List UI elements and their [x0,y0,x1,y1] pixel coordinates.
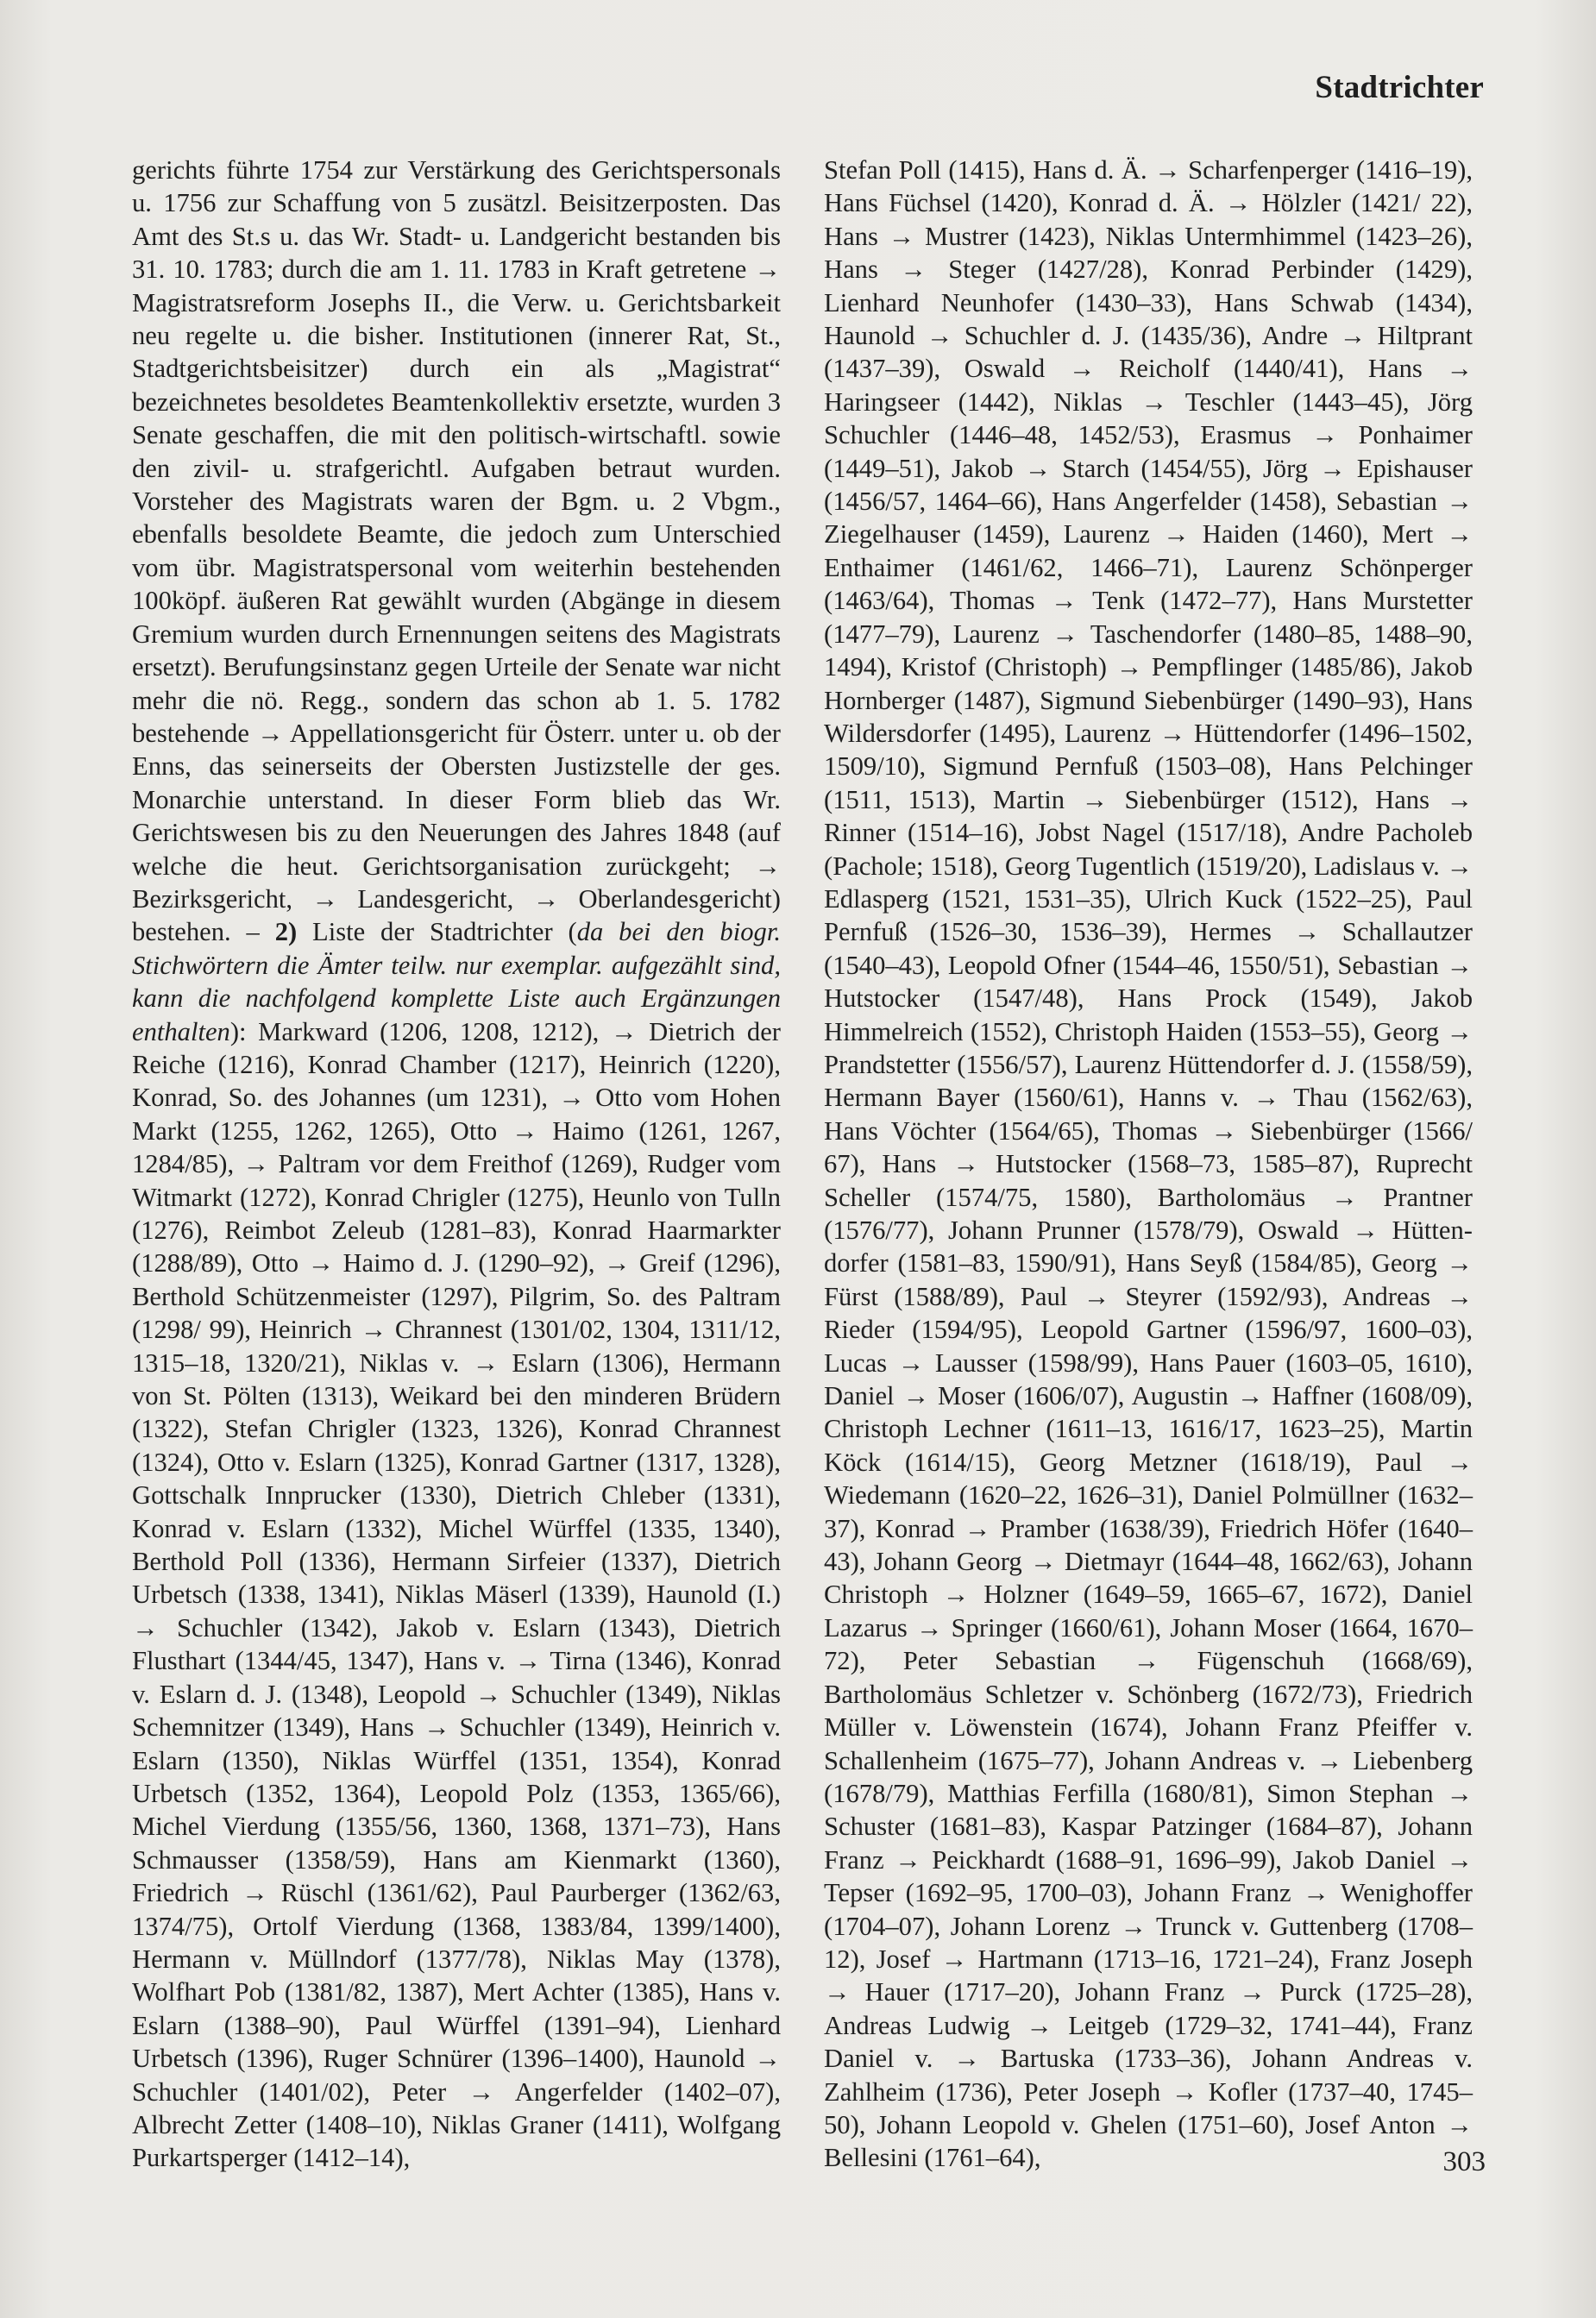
left-column-text-part-2: ): Markward (1206, 1208, 1212), → Dietrich der Reiche (1216), Konrad Chamber (1217), Heinrich (1220), Konrad, So. des Johannes (um 1231), → Otto vom Hohen Markt (1255, 1262, 1265), Otto → Haimo (1261, 1267, 1284/85), → Paltram vor dem Freithof (1269), Rudger vom Witmarkt (1272), Konrad Chrigler (1275), Heunlo von Tulln (1276), Reimbot Zeleub (1281–83), Konrad Haarmarkter (1288/89), Otto → Haimo d. J. (1290–92), → Greif (1296), Berthold Schützenmeister (1297), Pilgrim, So. des Paltram (1298/ 99), Heinrich → Chrannest (1301/02, 1304, 1311/12, 1315–18, 1320/21), Niklas v. → Eslarn (1306), Hermann von St. Pölten (1313), Weikard bei den minderen Brüdern (1322), Stefan Chrigler (1323, 1326), Konrad Chrannest (1324), Otto v. Eslarn (1325), Konrad Gartner (1317, 1328), Gottschalk Innprucker (1330), Dietrich Chleber (1331), Konrad v. Eslarn (1332), Michel Würffel (1335, 1340), Berthold Poll (1336), Hermann Sirfeier (1337), Dietrich Urbetsch (1338, 1341), Niklas Mäserl (1339), Haunold (I.) → Schuchler (1342), Jakob v. Eslarn (1343), Dietrich Flusthart (1344/45, 1347), Hans v. → Tirna (1346), Konrad v. Eslarn d. J. (1348), Leopold → Schuchler (1349), Niklas Schemnitzer (1349), Hans → Schuchler (1349), Heinrich v. Eslarn (1350), Niklas Würffel (1351, 1354), Konrad Urbetsch (1352, 1364), Leopold Polz (1353, 1365/66), Michel Vierdung (1355/56, 1360, 1368, 1371–73), Hans Schmausser (1358/59), Hans am Kienmarkt (1360), Friedrich → Rüschl (1361/62), Paul Paurberger (1362/63, 1374/75), Ortolf Vierdung (1368, 1383/84, 1399/1400), Hermann v. Müllndorf (1377/78), Niklas May (1378), Wolfhart Pob (1381/82, 1387), Mert Achter (1385), Hans v. Eslarn (1388–90), Paul Würffel (1391–94), Lienhard Urbetsch (1396), Ruger Schnürer (1396–1400), Haunold → Schuchler (1401/02), Peter → Angerfelder (1402–07), Albrecht Zetter (1408–10), Niklas Graner (1411), Wolfgang Purkartsperger (1412–14), [132,1016,781,2173]
left-column-text-part-1: gerichts führte 1754 zur Verstärkung des Gerichtspersonals u. 1756 zur Schaffung von 5 zusätzl. Beisitzerposten. Das Amt des St.s u. das Wr. Stadt- u. Landgericht bestanden bis 31. 10. 1783; durch die am 1. 11. 1783 in Kraft getretene → Magistratsreform Josephs II., die Verw. u. Gerichtsbarkeit neu regelte u. die bisher. Institutionen (innerer Rat, St., Stadtgerichtsbeisitzer) durch ein als „Magistrat“ bezeichnetes besoldetes Beamtenkollektiv ersetzte, wurden 3 Senate geschaffen, die mit den politisch-wirtschaftl. sowie den zivil- u. strafgerichtl. Aufgaben betraut wurden. Vorsteher des Magistrats waren der Bgm. u. 2 Vbgm., ebenfalls besoldete Beamte, die jedoch zum Unterschied vom übr. Magistratspersonal vom weiterhin bestehenden 100köpf. äußeren Rat gewählt wurden (Abgänge in diesem Gremium wurden durch Ernennungen seitens des Magistrats ersetzt). Berufungsinstanz gegen Urteile der Senate war nicht mehr die nö. Regg., sondern das schon ab 1. 5. 1782 bestehende → Appellationsgericht für Österr. unter u. ob der Enns, das seinerseits der Obersten Justizstelle der ges. Monarchie unterstand. In dieser Form blieb das Wr. Gerichtswesen bis zu den Neuerungen des Jahres 1848 (auf welche die heut. Gerichtsorganisation zurückgeht; → Bezirksgericht, → Landesgericht, → Oberlandesgericht) bestehen. – [132,155,781,947]
section-number: 2) [274,917,298,947]
list-heading: Liste der Stadtrichter ( [297,917,577,947]
editorial-note: da bei den biogr. Stichwörtern die Ämter teilw. nur exemplar. aufgezählt sind, kann die nachfolgend komplette Liste auch Ergänzungen enthalten [132,917,781,1046]
page-number: 303 [1442,2146,1486,2177]
text-column-left [132,154,781,2175]
running-header-title: Stadtrichter [1315,70,1484,105]
text-column-right: Stefan Poll (1415), Hans d. Ä. → Scharfenperger (1416–19), Hans Füchsel (1420), Konrad d. Ä. → Hölzler (1421/ 22), Hans → Mustrer (1423), Niklas Untermhimmel (1423–26), Hans → Steger (1427/28), Konrad Perbinder (1429), Lienhard Neunhofer (1430–33), Hans Schwab (1434), Haunold → Schuchler d. J. (1435/36), Andre → Hiltprant (1437–39), Oswald → Reicholf (1440/41), Hans → Haringseer (1442), Niklas → Teschler (1443–45), Jörg Schuchler (1446–48, 1452/53), Erasmus → Ponhaimer (1449–51), Jakob → Starch (1454/55), Jörg → Epishauser (1456/57, 1464–66), Hans Angerfelder (1458), Sebastian → Ziegelhauser (1459), Laurenz → Haiden (1460), Mert → Enthaimer (1461/62, 1466–71), Laurenz Schönperger (1463/64), Thomas → Tenk (1472–77), Hans Murstetter (1477–79), Laurenz → Taschendorfer (1480–85, 1488–90, 1494), Kristof (Christoph) → Pempflinger (1485/86), Jakob Hornberger (1487), Sigmund Siebenbürger (1490–93), Hans Wildersdorfer (1495), Laurenz → Hüttendorfer (1496–1502, 1509/10), Sigmund Pernfuß (1503–08), Hans Pelchinger (1511, 1513), Martin → Siebenbürger (1512), Hans → Rinner (1514–16), Jobst Nagel (1517/18), Andre Pacholeb (Pachole; 1518), Georg Tugentlich (1519/20), Ladislaus v. → Edlasperg (1521, 1531–35), Ulrich Kuck (1522–25), Paul Pernfuß (1526–30, 1536–39), Hermes → Schallautzer (1540–43), Leopold Ofner (1544–46, 1550/51), Sebastian → Hutstocker (1547/48), Hans Prock (1549), Jakob Himmelreich (1552), Christoph Haiden (1553–55), Georg → Prandstetter (1556/57), Laurenz Hüttendorfer d. J. (1558/59), Hermann Bayer (1560/61), Hanns v. → Thau (1562/63), Hans Vöchter (1564/65), Thomas → Siebenbürger (1566/ 67), Hans → Hutstocker (1568–73, 1585–87), Ruprecht Scheller (1574/75, 1580), Bartholomäus → Prantner (1576/77), Johann Prunner (1578/79), Oswald → Hüttendorfer (1581–83, 1590/91), Hans Seyß (1584/85), Georg → Fürst (1588/89), Paul → Steyrer (1592/93), Andreas → Rieder (1594/95), Leopold Gartner (1596/97, 1600–03), Lucas → Lausser (1598/99), Hans Pauer (1603–05, 1610), Daniel → Moser (1606/07), Augustin → Haffner (1608/09), Christoph Lechner (1611–13, 1616/17, 1623–25), Martin Köck (1614/15), Georg Metzner (1618/19), Paul → Wiedemann (1620–22, 1626–31), Daniel Polmüllner (1632–37), Konrad → Pramber (1638/39), Friedrich Höfer (1640–43), Johann Georg → Dietmayr (1644–48, 1662/63), Johann Christoph → Holzner (1649–59, 1665–67, 1672), Daniel Lazarus → Springer (1660/61), Johann Moser (1664, 1670–72), Peter Sebastian → Fügenschuh (1668/69), Bartholomäus Schletzer v. Schönberg (1672/73), Friedrich Müller v. Löwenstein (1674), Johann Franz Pfeiffer v. Schallenheim (1675–77), Johann Andreas v. → Liebenberg (1678/79), Matthias Ferfilla (1680/81), Simon Stephan → Schuster (1681–83), Kaspar Patzinger (1684–87), Johann Franz → Peickhardt (1688–91, 1696–99), Jakob Daniel → Tepser (1692–95, 1700–03), Johann Franz → Wenighoffer (1704–07), Johann Lorenz → Trunck v. Guttenberg (1708–12), Josef → Hartmann (1713–16, 1721–24), Franz Joseph → Hauer (1717–20), Johann Franz → Purck (1725–28), Andreas Ludwig → Leitgeb (1729–32, 1741–44), Franz Daniel v. → Bartuska (1733–36), Johann Andreas v. Zahlheim (1736), Peter Joseph → Kofler (1737–40, 1745–50), Johann Leopold v. Ghelen (1751–60), Josef Anton → Bellesini (1761–64), [824,155,1473,2173]
